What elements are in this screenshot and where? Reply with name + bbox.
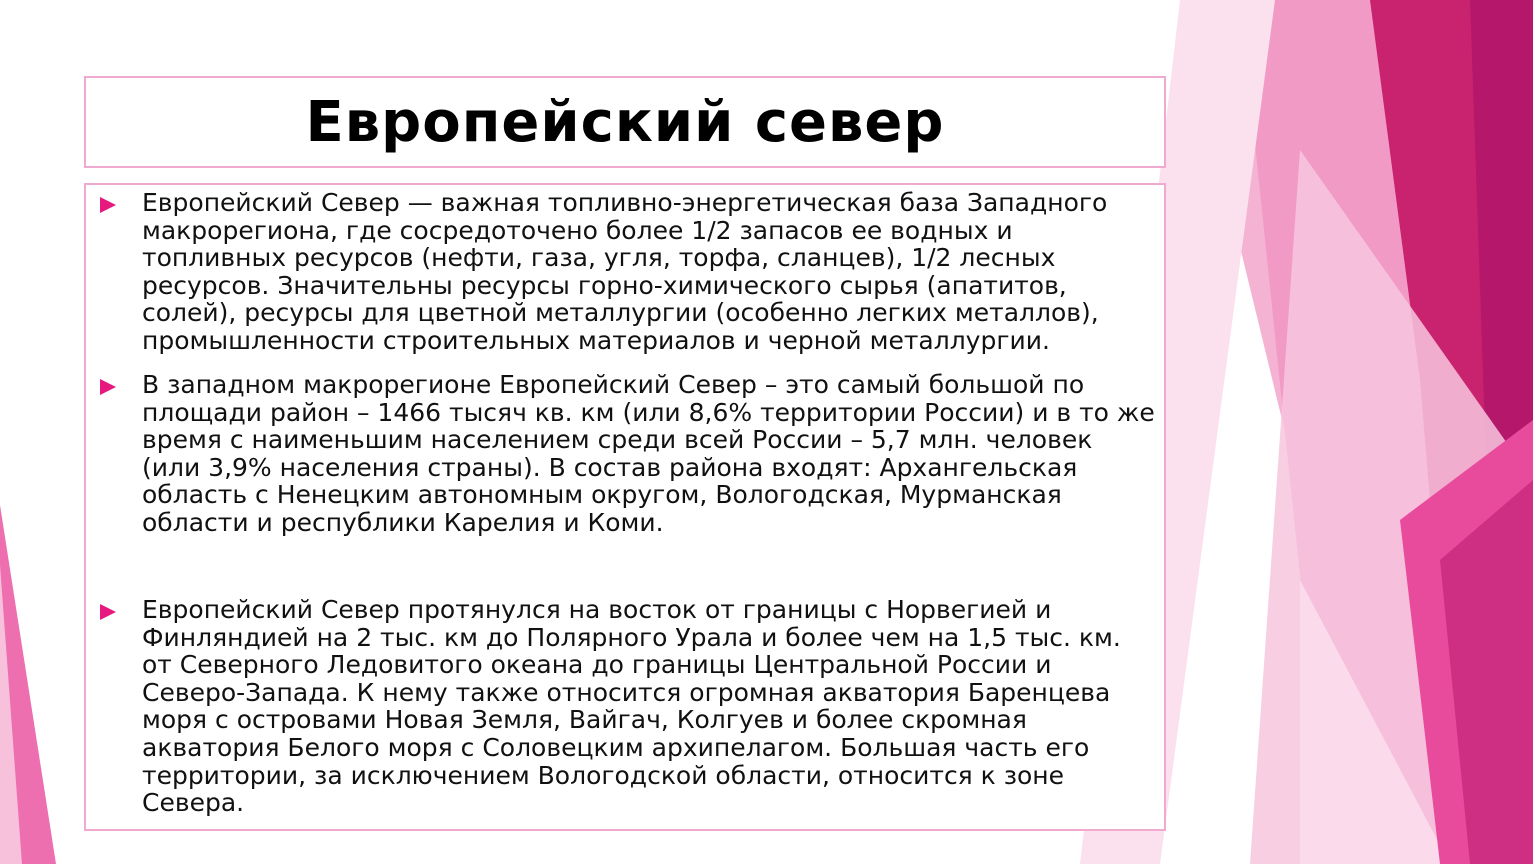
bullet-text: В западном макрорегионе Европейский Север – это самый большой по площади район – 1466 тысяч кв. км (или 8,6% территории России) и в то же время с наименьшим населением среди всей России – 5,7 млн. человек (или 3,9% населения страны). В состав района входят: Архангельская область с Ненецким автономным округом, Вологодская, Мурманская области и республики Карелия и Коми. — [142, 370, 1155, 537]
pink-triangle-bullet-icon — [100, 379, 116, 395]
bullet-text: Европейский Север — важная топливно-энергетическая база Западного макрорегиона, где сосредоточено более 1/2 запасов ее водных и топливных ресурсов (нефти, газа, угля, торфа, сланцев), 1/2 лесных ресурсов. Значительны ресурсы горно-химического сырья (апатитов, солей), ресурсы для цветной металлургии (особенно легких металлов), промышленности строительных материалов и черной металлургии. — [142, 188, 1108, 355]
content-box — [84, 183, 1166, 831]
pink-triangle-bullet-icon — [100, 197, 116, 213]
title-box — [84, 76, 1166, 168]
pink-triangle-bullet-icon — [100, 604, 116, 620]
slide-title: Европейский север — [305, 89, 945, 155]
bullet-text: Европейский Север протянулся на восток от границы с Норвегией и Финляндией на 2 тыс. км до Полярного Урала и более чем на 1,5 тыс. км. от Северного Ледовитого океана до границы Центральной России и Северо-Запада. К нему также относится огромная акватория Баренцева моря с островами Новая Земля, Вайгач, Колгуев и более скромная акватория Белого моря с Соловецким архипелагом. Большая часть его территории, за исключением Вологодской области, относится к зоне Севера. — [142, 595, 1121, 818]
